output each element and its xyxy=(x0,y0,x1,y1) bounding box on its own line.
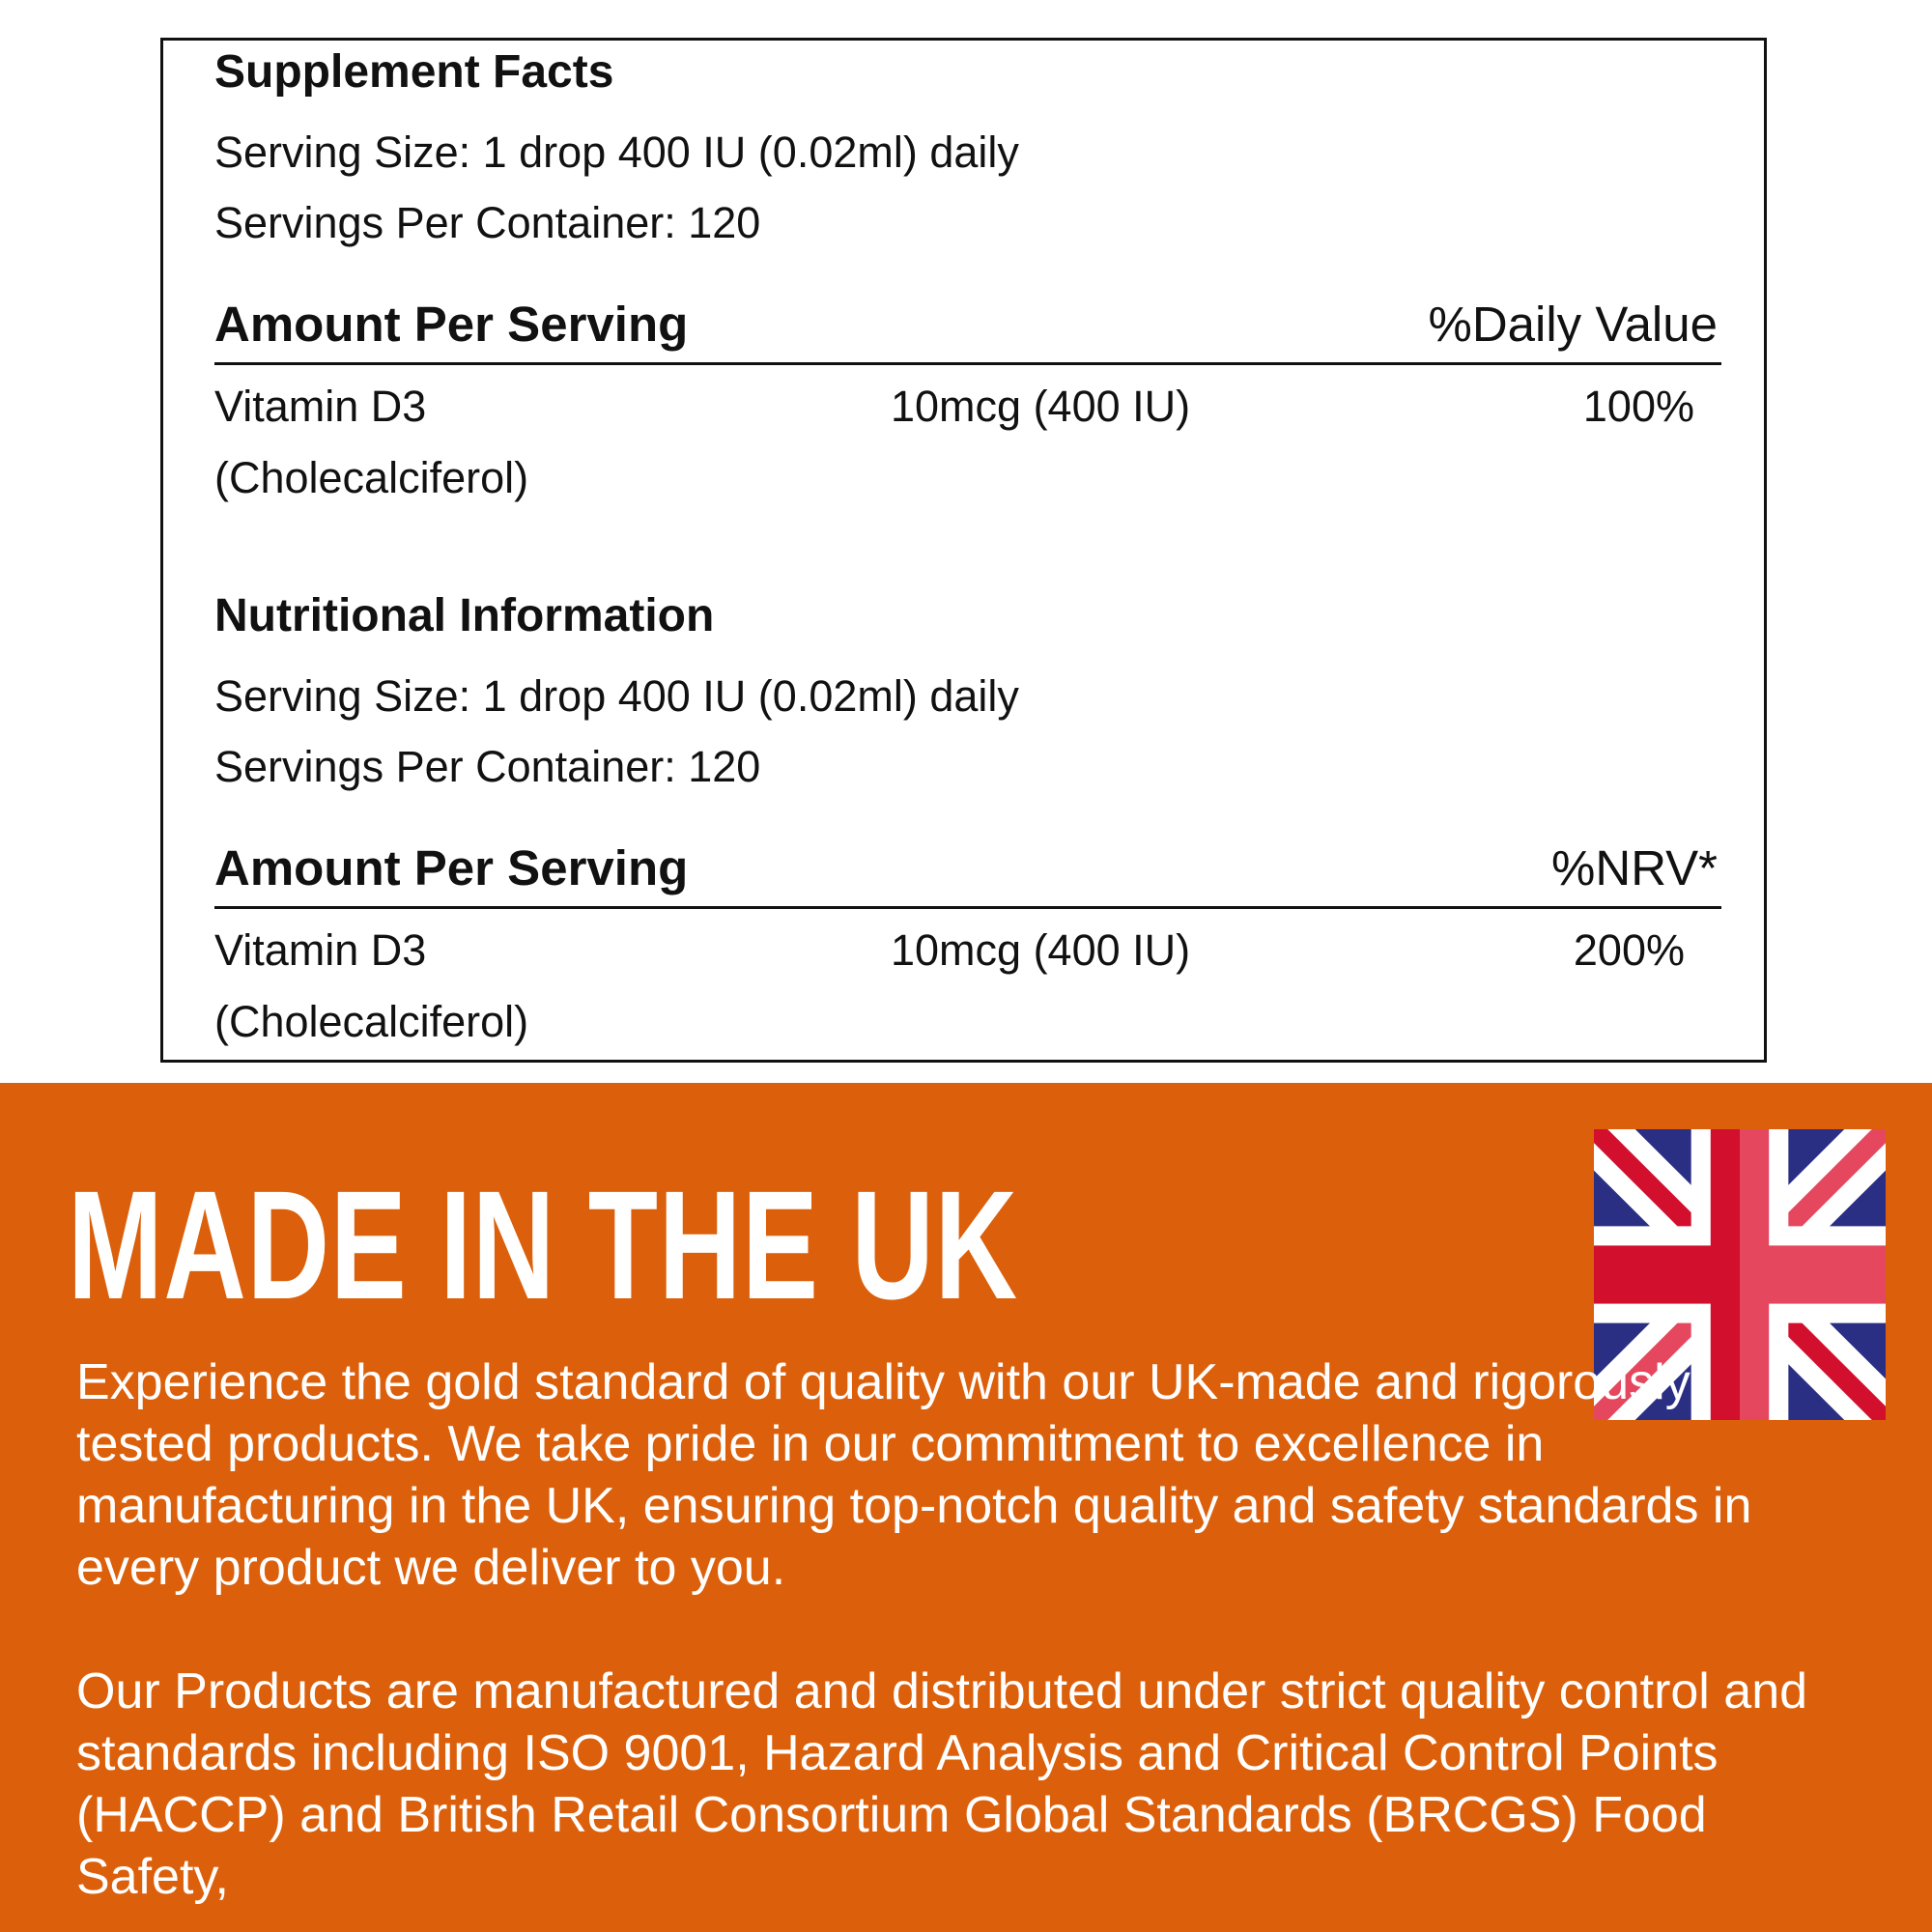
nutritional-nrv-header: %NRV* xyxy=(1551,840,1718,895)
nutritional-vitamin-amount: 10mcg (400 IU) xyxy=(891,925,1191,975)
made-in-uk-title: MADE IN THE UK xyxy=(68,1158,1018,1331)
supplement-vitamin-name: Vitamin D3 xyxy=(214,382,427,431)
nutritional-amount-header: Amount Per Serving xyxy=(214,840,689,895)
nutritional-info-title: Nutritional Information xyxy=(214,590,715,641)
supplement-vitamin-amount: 10mcg (400 IU) xyxy=(891,382,1191,431)
made-in-uk-banner xyxy=(0,1083,1932,1932)
nutritional-vitamin-name: Vitamin D3 xyxy=(214,925,427,975)
nutritional-servings-per-container: Servings Per Container: 120 xyxy=(214,742,761,791)
supplement-servings-per-container: Servings Per Container: 120 xyxy=(214,198,761,247)
supplement-facts-title: Supplement Facts xyxy=(214,46,614,98)
nutritional-vitamin-subname: (Cholecalciferol) xyxy=(214,997,529,1046)
supplement-vitamin-subname: (Cholecalciferol) xyxy=(214,453,529,502)
supplement-daily-value-header: %Daily Value xyxy=(1428,297,1718,352)
supplement-serving-size: Serving Size: 1 drop 400 IU (0.02ml) daily xyxy=(214,128,1019,177)
nutritional-serving-size: Serving Size: 1 drop 400 IU (0.02ml) daily xyxy=(214,671,1019,721)
quality-paragraph: Experience the gold standard of quality with our UK-made and rigorously tested products. We take pride in our commitment to excellence in manufacturing in the UK, ensuring top-notch quality and safety standards in every product we deliver to you. xyxy=(76,1354,1752,1596)
supplement-amount-header: Amount Per Serving xyxy=(214,297,689,352)
nutritional-vitamin-percent: 200% xyxy=(1573,925,1685,975)
supplement-vitamin-percent: 100% xyxy=(1582,382,1694,431)
nutritional-header-rule xyxy=(214,906,1721,909)
facts-panel xyxy=(160,38,1767,1063)
standards-paragraph: Our Products are manufactured and distributed under strict quality control and standards including ISO 9001, Hazard Analysis and Critical Control Points (HACCP) and British Retail Consortium Global Standards (BRCGS) Food Safety, xyxy=(76,1663,1808,1905)
supplement-header-rule xyxy=(214,362,1721,365)
